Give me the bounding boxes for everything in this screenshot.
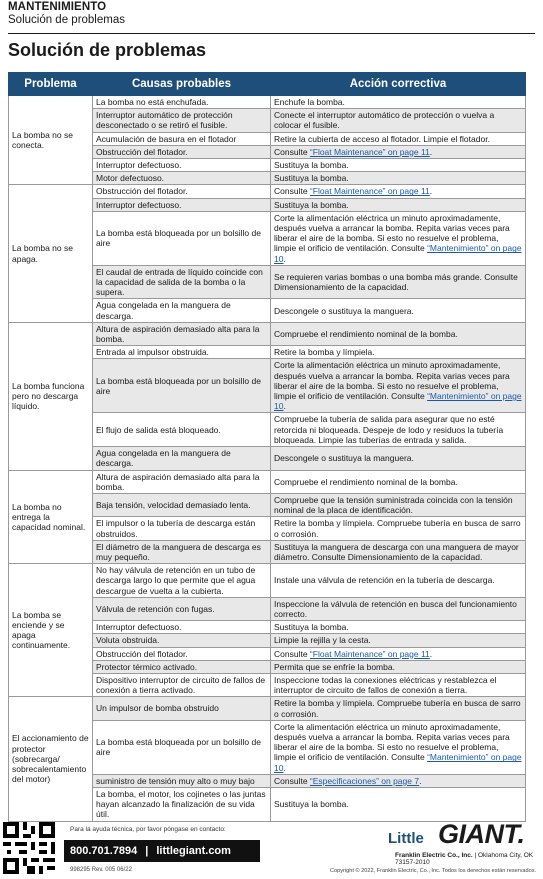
action-cell xyxy=(271,787,526,821)
table-row xyxy=(9,185,526,198)
phone-number[interactable]: 800.701.7894 xyxy=(70,845,138,857)
cause-cell: Un impulsor de bomba obstruido xyxy=(93,697,271,720)
action-text: Inspeccione todas la conexiones eléctricas y restablezca el interruptor de circuito de fallos de conexión a tierra. xyxy=(274,674,497,696)
cause-cell: Interruptor automático de protección desconectado o se retiró el fusible. xyxy=(93,109,271,132)
cause-cell: La bomba está bloqueada por un bolsillo de aire xyxy=(93,211,271,265)
action-text: Consulte xyxy=(274,775,310,786)
action-text-end: . xyxy=(283,762,286,773)
revision-code: 998295 Rev. 005 06/22 xyxy=(70,867,132,873)
action-text: Consulte xyxy=(274,146,310,157)
action-cell xyxy=(271,185,526,198)
action-text-end: . xyxy=(283,253,286,264)
cause-cell: Entrada al impulsor obstruida. xyxy=(93,346,271,359)
action-text: Compruebe el rendimiento nominal de la bomba. xyxy=(274,328,458,339)
action-text: Retire la bomba y límpiela. Compruebe tubería en busca de sarro o corrosión. xyxy=(274,698,521,719)
action-cell xyxy=(271,299,526,322)
running-header xyxy=(8,1,125,27)
action-text: Compruebe el rendimiento nominal de la bomba. xyxy=(274,476,458,487)
cause-cell: La bomba está bloqueada por un bolsillo de aire xyxy=(93,720,271,774)
cause-cell: Altura de aspiración demasiado alta para la bomba. xyxy=(93,322,271,345)
action-text: Se requieren varias bombas o una bomba más grande. Consulte Dimensionamiento de la capacidad. xyxy=(274,271,518,293)
cause-cell: El flujo de salida está bloqueado. xyxy=(93,413,271,447)
action-text: Corte la alimentación eléctrica un minuto aproximadamente, después vuelva a arrancar la bomba. Repita varias veces para liberar el aire de la bomba. Si esto no resuelve el problema, limpie el orificio de ventilación. Consulte xyxy=(274,360,510,402)
action-text-end: . xyxy=(419,775,422,786)
action-text: Sustituya la bomba. xyxy=(274,199,349,210)
action-text-end: . xyxy=(429,146,433,157)
cross-reference-link[interactable]: “Especificaciones” on page 7 xyxy=(309,775,420,786)
action-text: Sustituya la bomba. xyxy=(274,622,349,633)
table-row xyxy=(9,564,526,598)
action-text: Sustituya la manguera de descarga con una manguera de mayor diámetro. Consulte Dimensionamiento de la capacidad. xyxy=(274,541,519,562)
action-cell xyxy=(271,774,526,787)
action-cell xyxy=(271,621,526,634)
table-row xyxy=(9,470,526,493)
action-cell xyxy=(271,447,526,470)
action-cell xyxy=(271,634,526,647)
problem-cell: La bomba no se apaga. xyxy=(9,185,93,322)
action-text: Sustituya la bomba. xyxy=(274,173,349,184)
action-cell xyxy=(271,322,526,345)
cause-cell: El diámetro de la manguera de descarga es muy pequeño. xyxy=(93,540,271,563)
action-cell xyxy=(271,198,526,211)
contact-separator: | xyxy=(145,845,149,857)
action-text: Corte la alimentación eléctrica un minuto aproximadamente, después vuelva a arrancar la bomba. Repita varias veces para liberar el aire de la bomba. Si esto no resuelve el problema, limpie el orificio de ventilación. Consulte xyxy=(274,212,510,254)
action-text: Instale una válvula de retención en la tubería de descarga. xyxy=(274,575,495,586)
action-text: Descongele o sustituya la manguera. xyxy=(274,305,414,316)
cross-reference-link[interactable]: “Float Maintenance” on page 11 xyxy=(309,146,430,157)
cause-cell: Altura de aspiración demasiado alta para la bomba. xyxy=(93,470,271,493)
contact-bar xyxy=(64,840,260,862)
company-separator: | xyxy=(474,852,477,859)
website-link[interactable]: littlegiant.com xyxy=(156,845,231,857)
problem-cell: El accionamiento de protector (sobrecarga/ sobrecalentamiento del motor) xyxy=(9,697,93,821)
cause-cell: Obstrucción del flotador. xyxy=(93,145,271,158)
company-name: Franklin Electric Co., Inc. xyxy=(395,852,473,859)
action-cell xyxy=(271,673,526,696)
header-rule xyxy=(8,33,535,34)
section-subtitle: Solución de problemas xyxy=(8,14,125,26)
action-cell xyxy=(271,413,526,447)
cause-cell: Voluta obstruida. xyxy=(93,634,271,647)
action-text: Retire la cubierta de acceso al flotador. Limpie el flotador. xyxy=(274,133,490,144)
action-cell xyxy=(271,564,526,598)
cause-cell: No hay válvula de retención en un tubo de descarga largo lo que permite que el agua descargue de vuelta a la cubierta. xyxy=(93,564,271,598)
action-cell xyxy=(271,540,526,563)
action-text: Conecte el interruptor automático de protección o vuelva a colocar el fusible. xyxy=(274,110,495,131)
action-text: Retire la bomba y límpiela. xyxy=(274,347,375,358)
section-label: MANTENIMIENTO xyxy=(8,1,107,13)
cause-cell: Interruptor defectuoso. xyxy=(93,621,271,634)
qr-code xyxy=(3,822,55,874)
action-text: Sustituya la bomba. xyxy=(274,799,349,810)
company-line xyxy=(395,852,543,866)
action-text: Descongele o sustituya la manguera. xyxy=(274,453,414,464)
action-text: Consulte xyxy=(274,648,310,659)
cross-reference-link[interactable]: “Mantenimiento” on page 10 xyxy=(274,752,522,773)
cause-cell: Agua congelada en la manguera de descarga. xyxy=(93,299,271,322)
column-header-action: Acción correctiva xyxy=(271,73,526,96)
cause-cell: El caudal de entrada de líquido coincide con la capacidad de salida de la bomba o la supera. xyxy=(93,265,271,299)
action-text-end: . xyxy=(429,648,433,659)
cause-cell: Interruptor defectuoso. xyxy=(93,159,271,172)
action-cell xyxy=(271,172,526,185)
cause-cell: Obstrucción del flotador. xyxy=(93,185,271,198)
cause-cell: La bomba no está enchufada. xyxy=(93,96,271,109)
action-text: Permita que se enfríe la bomba. xyxy=(274,661,395,672)
table-body xyxy=(9,96,526,822)
action-cell xyxy=(271,109,526,132)
cause-cell: Válvula de retención con fugas. xyxy=(93,597,271,620)
company-location: Oklahoma City, OK 73157-2010 xyxy=(395,852,534,866)
troubleshooting-table xyxy=(8,72,526,822)
action-cell xyxy=(271,493,526,516)
problem-cell: La bomba no entrega la capacidad nominal. xyxy=(9,470,93,564)
table-row xyxy=(9,697,526,720)
cause-cell: Obstrucción del flotador. xyxy=(93,647,271,660)
problem-cell: La bomba funciona pero no descarga líquido. xyxy=(9,322,93,470)
action-cell xyxy=(271,597,526,620)
action-text: Limpie la rejilla y la cesta. xyxy=(274,635,371,646)
page-title: Solución de problemas xyxy=(8,40,207,60)
cause-cell: Motor defectuoso. xyxy=(93,172,271,185)
action-text: Retire la bomba y límpiela. Compruebe tubería en busca de sarro o corrosión. xyxy=(274,518,521,539)
action-cell xyxy=(271,265,526,299)
cross-reference-link[interactable]: “Float Maintenance” on page 11 xyxy=(309,648,430,659)
logo-word-giant: GIANT. xyxy=(438,819,525,849)
action-text: Corte la alimentación eléctrica un minuto aproximadamente, después vuelva a arrancar la bomba. Repita varias veces para liberar el aire de la bomba. Si esto no resuelve el problema, limpie el orificio de ventilación. Consulte xyxy=(274,721,510,763)
action-cell xyxy=(271,346,526,359)
action-cell xyxy=(271,697,526,720)
cause-cell: La bomba, el motor, los cojinetes o las juntas hayan alcanzado la finalización de su vida útil. xyxy=(93,787,271,821)
action-text: Sustituya la bomba. xyxy=(274,160,349,171)
action-cell xyxy=(271,159,526,172)
action-cell xyxy=(271,720,526,774)
action-cell xyxy=(271,470,526,493)
cause-cell: Interruptor defectuoso. xyxy=(93,198,271,211)
action-text: Compruebe la tubería de salida para asegurar que no esté retorcida ni bloqueada. Despeje de lodo y residuos la tubería bloqueada. Limpie las tuberías de entrada y salida. xyxy=(274,414,504,445)
cause-cell: suministro de tensión muy alto o muy bajo xyxy=(93,774,271,787)
action-cell xyxy=(271,96,526,109)
logo-word-little: Little xyxy=(388,830,424,847)
copyright: Copyright © 2022, Franklin Electric, Co., Inc. Todos los derechos están reservados. xyxy=(330,868,537,874)
cross-reference-link[interactable]: “Mantenimiento” on page 10 xyxy=(274,391,522,412)
action-text-end: . xyxy=(429,186,433,197)
action-text: Enchufe la bomba. xyxy=(274,97,345,107)
action-text-end: . xyxy=(283,401,286,412)
action-cell xyxy=(271,517,526,540)
action-cell xyxy=(271,647,526,660)
action-cell xyxy=(271,132,526,145)
action-text: Inspeccione la válvula de retención en busca del funcionamiento correcto. xyxy=(274,598,517,619)
problem-cell: La bomba se enciende y se apaga continuamente. xyxy=(9,564,93,697)
cause-cell: El impulsor o la tubería de descarga están obstruidos. xyxy=(93,517,271,540)
table-row xyxy=(9,96,526,109)
table-header-row xyxy=(9,73,526,96)
cause-cell: Agua congelada en la manguera de descarga. xyxy=(93,447,271,470)
action-text: Consulte xyxy=(274,186,310,197)
cause-cell: Protector térmico activado. xyxy=(93,660,271,673)
cross-reference-link[interactable]: “Mantenimiento” on page 10 xyxy=(274,243,522,264)
action-cell xyxy=(271,359,526,413)
cross-reference-link[interactable]: “Float Maintenance” on page 11 xyxy=(309,186,430,197)
table-row xyxy=(9,322,526,345)
column-header-causes: Causas probables xyxy=(93,73,271,96)
cause-cell: La bomba está bloqueada por un bolsillo de aire xyxy=(93,359,271,413)
action-cell xyxy=(271,660,526,673)
support-text: Para la ayuda técnica, por favor póngase en contacto: xyxy=(70,826,226,833)
cause-cell: Acumulación de basura en el flotador xyxy=(93,132,271,145)
action-text: Compruebe que la tensión suministrada coincida con la tensión nominal de la placa de identificación. xyxy=(274,494,513,516)
column-header-problem: Problema xyxy=(9,73,93,96)
cause-cell: Dispositivo interruptor de circuito de fallos de conexión a tierra activado. xyxy=(93,673,271,696)
action-cell xyxy=(271,145,526,158)
action-cell xyxy=(271,211,526,265)
cause-cell: Baja tensión, velocidad demasiado lenta. xyxy=(93,493,271,516)
problem-cell: La bomba no se conecta. xyxy=(9,96,93,185)
